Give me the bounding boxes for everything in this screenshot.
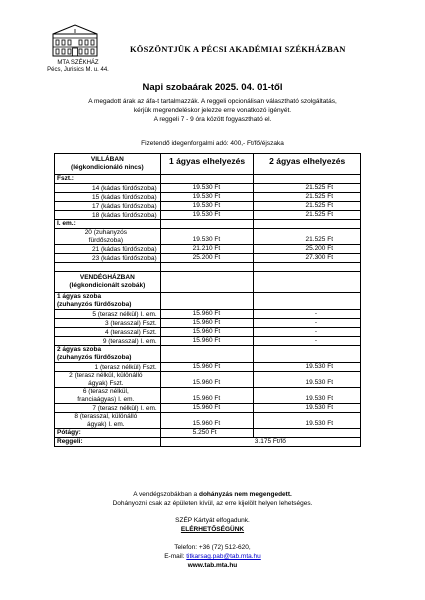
room-cell: 15 (kádas fürdőszoba)	[55, 193, 161, 202]
room-cell: 3 (terasszal) Fszt.	[55, 319, 161, 328]
table-row	[55, 404, 361, 413]
double-price: 19.530 Ft	[254, 388, 361, 404]
single-price: 19.530 Ft	[160, 193, 254, 202]
room-line: ágyak) I. em.	[87, 420, 125, 428]
room-line: 8 (terasszal, különálló	[74, 413, 138, 420]
single-price: 19.530 Ft	[160, 229, 254, 245]
room-line: 2 (terasz nélkül, különálló	[69, 372, 143, 379]
blank-cell	[254, 272, 361, 293]
double-price: -	[254, 310, 361, 319]
blank-cell	[160, 175, 254, 184]
table-row	[55, 310, 361, 319]
room-cell	[55, 388, 161, 404]
smoking-line1	[0, 490, 425, 499]
logo-caption-line1: MTA SZÉKHÁZ	[57, 60, 99, 66]
double-price: 19.530 Ft	[254, 404, 361, 413]
email-link[interactable]: titkarsag.pab@tab.mta.hu	[186, 553, 261, 560]
blank-cell	[160, 220, 254, 229]
table-row	[55, 254, 361, 263]
room-line: 20 (zuhanyzós	[84, 229, 127, 236]
single-price: 15.960 Ft	[160, 310, 254, 319]
single-price: 15.960 Ft	[160, 319, 254, 328]
double-price: 25.200 Ft	[254, 245, 361, 254]
blank-cell	[254, 175, 361, 184]
room-cell: 5 (terasz nélkül) I. em.	[55, 310, 161, 319]
logo-caption	[38, 60, 118, 74]
blank-cell	[160, 346, 254, 363]
smoking-notice	[0, 490, 425, 508]
tourist-tax-note: Fizetendő idegenforgalmi adó: 400,- Ft/fő/éjszaka	[141, 140, 284, 147]
room-cell: 21 (kádas fürdőszoba)	[55, 245, 161, 254]
room-line: ágyak) Fszt.	[88, 379, 124, 387]
guest-house-section-header	[55, 272, 161, 293]
single-price: 21.210 Ft	[160, 245, 254, 254]
room-type-line: (zuhanyzós fürdőszoba)	[57, 301, 132, 308]
email-line	[0, 552, 425, 561]
villa-heading: VILLÁBAN	[90, 156, 124, 163]
blank-cell	[160, 263, 254, 272]
room-type-line: 1 ágyas szoba	[57, 293, 102, 300]
villa-section-header	[55, 154, 161, 175]
extra-bed-label: Pótágy:	[55, 429, 161, 438]
logo-caption-line2: Pécs, Jurisics M. u. 44.	[47, 67, 109, 73]
building-logo-icon	[52, 24, 98, 58]
single-price: 19.530 Ft	[160, 202, 254, 211]
villa-subheading: (légkondicionáló nincs)	[71, 164, 144, 171]
single-column-header: 1 ágyas elhelyezés	[160, 154, 254, 175]
room-type-line: 2 ágyas szoba	[57, 346, 102, 353]
floor-label: Fszt.:	[55, 175, 161, 184]
single-price: 15.960 Ft	[160, 413, 254, 429]
room-cell: 23 (kádas fürdőszoba)	[55, 254, 161, 263]
smoking-line2: Dohányozni csak az épületen kívül, az erre kijelölt helyen lehetséges.	[112, 500, 313, 507]
double-price: 19.530 Ft	[254, 413, 361, 429]
room-cell	[55, 413, 161, 429]
double-price: 19.530 Ft	[254, 363, 361, 372]
room-cell	[55, 372, 161, 388]
blank-cell	[254, 429, 361, 438]
table-row	[55, 175, 361, 184]
table-row	[55, 202, 361, 211]
table-row	[55, 319, 361, 328]
guest-house-subheading: (légkondicionált szobák)	[69, 282, 146, 289]
double-price: 21.525 Ft	[254, 229, 361, 245]
website-link[interactable]: www.tab.mta.hu	[187, 562, 238, 569]
blank-cell	[254, 293, 361, 310]
blank-cell	[254, 220, 361, 229]
room-cell: 14 (kádas fürdőszoba)	[55, 184, 161, 193]
intro-line: A reggeli 7 - 9 óra között fogyasztható el.	[153, 116, 272, 123]
szep-card-note: SZÉP Kártyát elfogadunk.	[175, 517, 250, 524]
double-price: 21.525 Ft	[254, 184, 361, 193]
room-type-label	[55, 293, 161, 310]
room-cell: 9 (terasszal) I. em.	[55, 337, 161, 346]
smoking-line1-bold: dohányzás nem megengedett.	[198, 491, 292, 498]
spacer-row	[55, 263, 361, 272]
table-row	[55, 363, 361, 372]
room-type-line: (zuhanyzós fürdőszoba)	[57, 354, 132, 361]
breakfast-label: Reggeli:	[55, 438, 161, 447]
double-price: -	[254, 328, 361, 337]
single-price: 15.960 Ft	[160, 404, 254, 413]
single-price: 15.960 Ft	[160, 337, 254, 346]
blank-cell	[55, 263, 161, 272]
smoking-line1-text: A vendégszobákban a	[133, 491, 199, 498]
table-row	[55, 211, 361, 220]
double-column-header: 2 ágyas elhelyezés	[254, 154, 361, 175]
table-row	[55, 245, 361, 254]
table-row	[55, 293, 361, 310]
double-price: 19.530 Ft	[254, 372, 361, 388]
double-price: -	[254, 319, 361, 328]
price-table	[54, 153, 361, 447]
double-price: 21.525 Ft	[254, 193, 361, 202]
intro-line: A megadott árak az áfa-t tartalmazzák. A reggeli opcionálisan választható szolgáltatás,	[88, 98, 337, 105]
single-price: 15.960 Ft	[160, 328, 254, 337]
room-type-label	[55, 346, 161, 363]
email-label: E-mail:	[164, 553, 187, 560]
single-price: 19.530 Ft	[160, 184, 254, 193]
floor-label: I. em.:	[55, 220, 161, 229]
table-row	[55, 229, 361, 245]
room-cell: 18 (kádas fürdőszoba)	[55, 211, 161, 220]
table-row	[55, 372, 361, 388]
room-cell: 4 (terasszal) Fszt.	[55, 328, 161, 337]
double-price: -	[254, 337, 361, 346]
table-row	[55, 388, 361, 404]
single-price: 15.960 Ft	[160, 372, 254, 388]
guest-house-header-row	[55, 272, 361, 293]
double-price: 21.525 Ft	[254, 202, 361, 211]
contact-block	[0, 516, 425, 570]
room-cell: 7 (terasz nélkül) I. em.	[55, 404, 161, 413]
single-price: 15.960 Ft	[160, 363, 254, 372]
single-price: 25.200 Ft	[160, 254, 254, 263]
breakfast-row	[55, 438, 361, 447]
table-row	[55, 220, 361, 229]
extra-bed-price: 5.250 Ft	[160, 429, 254, 438]
table-row	[55, 184, 361, 193]
table-header-row	[55, 154, 361, 175]
welcome-heading: KÖSZÖNTJÜK A PÉCSI AKADÉMIAI SZÉKHÁZBAN	[130, 44, 346, 54]
contact-spacer	[0, 534, 425, 543]
room-line: franciaágyas) I. em.	[77, 395, 135, 403]
single-price: 19.530 Ft	[160, 211, 254, 220]
room-cell	[55, 229, 161, 245]
room-cell: 17 (kádas fürdőszoba)	[55, 202, 161, 211]
guest-house-heading: VENDÉGHÁZBAN	[79, 274, 135, 281]
table-row	[55, 193, 361, 202]
intro-line: kérjük megrendeléskor jelezze erre vonatkozó igényét.	[133, 107, 292, 114]
room-cell: 1 (terasz nélkül) Fszt.	[55, 363, 161, 372]
header	[0, 0, 425, 80]
table-row	[55, 328, 361, 337]
intro-text	[40, 97, 385, 124]
breakfast-price: 3.175 Ft/fő	[160, 438, 360, 447]
blank-cell	[254, 346, 361, 363]
extra-bed-row	[55, 429, 361, 438]
table-row	[55, 346, 361, 363]
single-price: 15.960 Ft	[160, 388, 254, 404]
double-price: 21.525 Ft	[254, 211, 361, 220]
contact-heading: ELÉRHETŐSÉGÜNK	[180, 526, 245, 533]
room-line: fürdőszoba)	[88, 236, 123, 244]
blank-cell	[254, 263, 361, 272]
phone-line: Telefon: +36 (72) 512-620,	[174, 544, 251, 551]
blank-cell	[160, 272, 254, 293]
double-price: 27.300 Ft	[254, 254, 361, 263]
table-row	[55, 413, 361, 429]
page-title: Napi szobaárak 2025. 04. 01-től	[142, 82, 283, 93]
blank-cell	[160, 293, 254, 310]
table-row	[55, 337, 361, 346]
room-line: 6 (terasz nélkül,	[82, 388, 129, 395]
